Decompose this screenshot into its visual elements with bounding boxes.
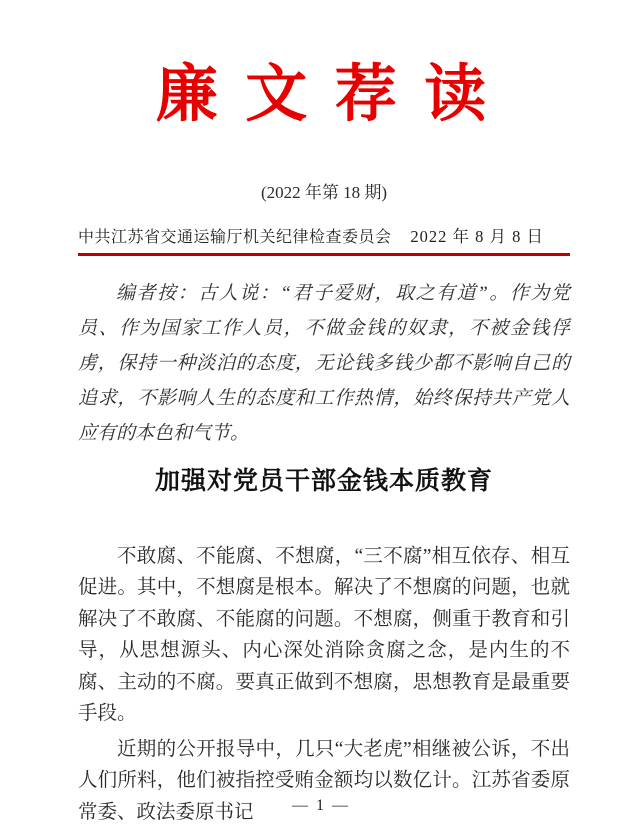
page-number: — 1 —: [292, 797, 350, 814]
masthead-title: 廉 文 荐 读: [155, 61, 493, 129]
body-paragraph: 近期的公开报导中，几只“大老虎”相继被公诉，不出人们所料，他们被指控受贿金额均以数亿计。江苏省委原常委、政法委原书记: [78, 738, 570, 823]
article-body: [78, 541, 570, 829]
body-paragraph: 不敢腐、不能腐、不想腐，“三不腐”相互依存、相互促进。其中，不想腐是根本。解决了不想腐的问题，也就解决了不敢腐、不能腐的问题。不想腐，侧重于教育和引导，从思想源头、内心深处消除贪腐之念，是内生的不腐、主动的不腐。要真正做到不想腐，思想教育是最重要手段。: [78, 545, 570, 725]
publisher-date-row: [78, 223, 570, 247]
issue-number: (2022 年第 18 期): [260, 183, 388, 203]
red-divider-rule: [78, 253, 570, 256]
publish-date: 2022 年 8 月 8 日: [410, 227, 544, 247]
document-content: [0, 58, 642, 828]
article-title: 加强对党员干部金钱本质教育: [154, 468, 493, 496]
publisher-name: 中共江苏省交通运输厅机关纪律检查委员会: [78, 229, 392, 247]
editor-note: 编者按：古人说：“君子爱财，取之有道”。作为党员、作为国家工作人员，不做金钱的奴隶，不被金钱俘虏，保持一种淡泊的态度，无论钱多钱少都不影响自己的追求，不影响人生的态度和工作热情，始终保持共产党人应有的本色和气节。: [78, 283, 570, 445]
